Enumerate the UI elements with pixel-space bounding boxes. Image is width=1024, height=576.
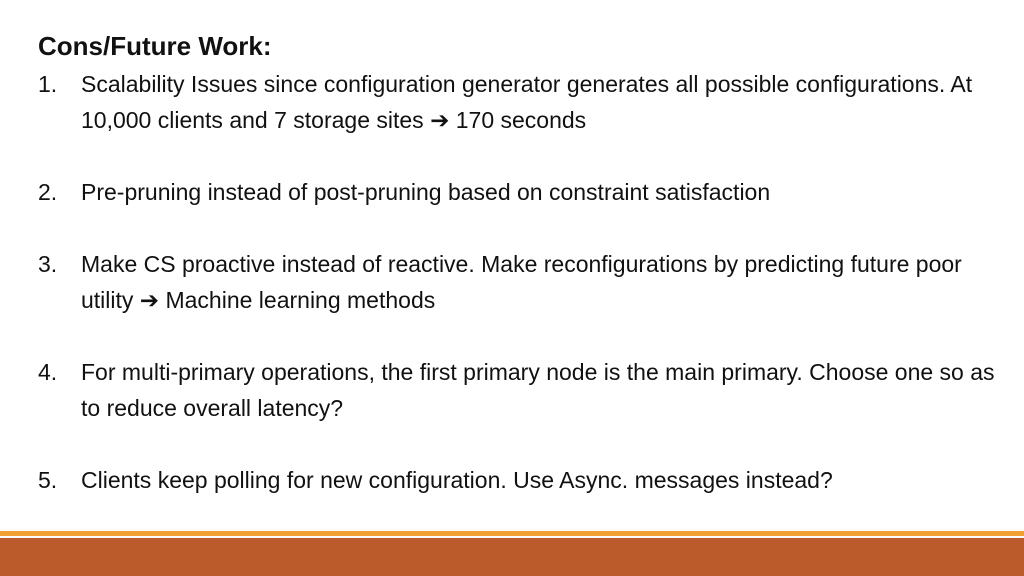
list-item-text: [81, 66, 998, 138]
list-item-text-part: 170 seconds: [455, 107, 587, 133]
list-item-number: 5.: [38, 467, 58, 493]
footer-accent-line: [0, 531, 1024, 536]
future-work-list: [38, 66, 998, 498]
list-item-text: [81, 354, 998, 426]
list-item-2: [38, 174, 998, 210]
list-item-number: 3.: [38, 251, 58, 277]
list-item-4: [38, 354, 998, 426]
list-item-text-part: Machine learning methods: [165, 287, 436, 313]
list-item-text-part: Make CS proactive instead of reactive. Make reconfigurations by predicting future poor utility: [81, 251, 962, 313]
list-item-text-part: Clients keep polling for new configuration. Use Async. messages instead?: [81, 467, 833, 493]
list-item-5: [38, 462, 998, 498]
list-item-number: 1.: [38, 71, 58, 97]
arrow-right-icon: ➔: [430, 107, 450, 133]
list-item-text: [81, 174, 998, 210]
slide-heading: Cons/Future Work:: [38, 31, 272, 61]
list-item-number: 4.: [38, 359, 58, 385]
arrow-right-icon: ➔: [139, 287, 160, 313]
list-item-text: [81, 246, 998, 318]
list-item-1: [38, 66, 998, 138]
list-item-number: 2.: [38, 179, 58, 205]
list-item-3: [38, 246, 998, 318]
list-item-text: [81, 462, 998, 498]
list-item-text-part: For multi-primary operations, the first primary node is the main primary. Choose one so as to reduce overall latency?: [81, 359, 995, 421]
list-item-text-part: Scalability Issues since configuration generator generates all possible configurations. At 10,000 clients and 7 storage sites: [81, 71, 973, 133]
footer-bar: [0, 538, 1024, 576]
slide-content: [38, 26, 998, 534]
list-item-text-part: Pre-pruning instead of post-pruning based on constraint satisfaction: [81, 179, 771, 205]
